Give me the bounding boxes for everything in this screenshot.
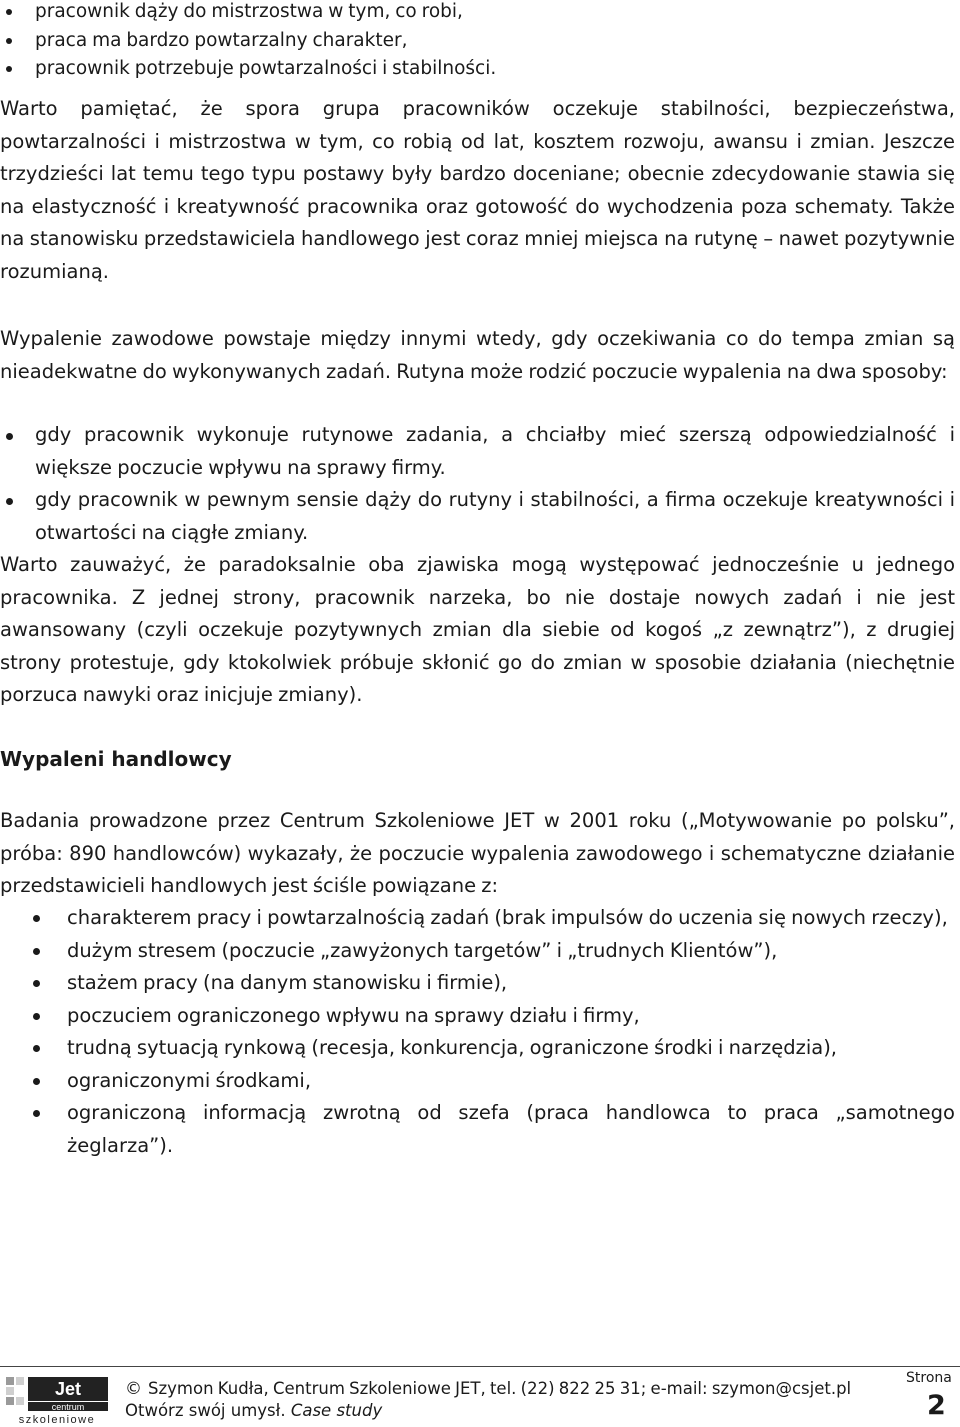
footer-divider (0, 1366, 960, 1367)
list-item: ograniczoną informacją zwrotną od szefa (praca handlowca to praca „samotnego żeglarza”). (0, 1097, 955, 1162)
intro-bullet-list (0, 0, 955, 84)
list-item: trudną sytuacją rynkową (recesja, konkurencja, ograniczone środki i narzędzia), (0, 1032, 955, 1065)
jet-centrum-logo (4, 1375, 110, 1425)
list-item: stażem pracy (na danym stanowisku i firmie), (0, 967, 955, 1000)
footer-tagline (125, 1400, 382, 1422)
list-item: poczuciem ograniczonego wpływu na sprawy działu i firmy, (0, 1000, 955, 1033)
copyright-symbol: © (125, 1379, 142, 1399)
list-item: praca ma bardzo powtarzalny charakter, (0, 27, 955, 56)
burnout-ways-list (0, 419, 955, 549)
section-heading: Wypaleni handlowcy (0, 747, 232, 771)
svg-text:centrum: centrum (51, 1402, 85, 1412)
svg-text:Jet: Jet (54, 1379, 82, 1399)
page-number: 2 (927, 1390, 946, 1421)
list-item: gdy pracownik w pewnym sensie dąży do rutyny i stabilności, a firma oczekuje kreatywności i otwartości na ciągłe zmiany. (0, 484, 955, 549)
paragraph-routine-expectations: Warto pamiętać, że spora grupa pracowników oczekuje stabilności, bezpieczeństwa, powtarzalności i mistrzostwa w tym, co robią od lat, kosztem rozwoju, awansu i zmian. Jeszcze trzydzieści lat temu tego typu postawy były bardzo doceniane; obecnie zdecydowanie stawia się na elastyczność i kreatywność pracownika oraz gotowość do wychodzenia poza schematy. Także na stanowisku przedstawiciela handlowego jest coraz mniej miejsca na rutynę – nawet pozytywnie rozumianą. (0, 97, 955, 283)
list-item: gdy pracownik wykonuje rutynowe zadania, a chciałby mieć szerszą odpowiedzialność i większe poczucie wpływu na sprawy firmy. (0, 419, 955, 484)
research-factors-list (0, 902, 955, 1162)
list-item: pracownik potrzebuje powtarzalności i stabilności. (0, 55, 955, 84)
contact-text: Szymon Kudła, Centrum Szkoleniowe JET, tel. (22) 822 25 31; e-mail: szymon@csjet.pl (148, 1379, 852, 1398)
paragraph-research: Badania prowadzone przez Centrum Szkoleniowe JET w 2001 roku („Motywowanie po polsku”, próba: 890 handlowców) wykazały, że poczucie wypalenia zawodowego i schematyczne działanie przedstawicieli handlowych jest ściśle powiązane z: (0, 809, 955, 897)
paragraph-paradox: Warto zauważyć, że paradoksalnie oba zjawiska mogą występować jednocześnie u jednego pracownika. Z jednej strony, pracownik narzeka, bo nie dostaje nowych zadań i nie jest awansowany (czyli oczekuje pozytywnych zmian dla siebie od kogoś „z zewnątrz”), z drugiej strony protestuje, gdy ktokolwiek próbuje skłonić go do zmian w sposobie działania (niechętnie porzuca nawyki oraz inicjuje zmiany). (0, 553, 955, 706)
svg-text:szkoleniowe: szkoleniowe (18, 1414, 96, 1425)
tagline-italic: Case study (290, 1401, 383, 1420)
list-item: charakterem pracy i powtarzalnością zadań (brak impulsów do uczenia się nowych rzeczy), (0, 902, 955, 935)
footer-contact (125, 1378, 851, 1400)
tagline-prefix: Otwórz swój umysł. (125, 1401, 286, 1420)
list-item: pracownik dąży do mistrzostwa w tym, co robi, (0, 0, 955, 27)
list-item: ograniczonymi środkami, (0, 1065, 955, 1098)
list-item: dużym stresem (poczucie „zawyżonych targetów” i „trudnych Klientów”), (0, 935, 955, 968)
page-label: Strona (906, 1370, 952, 1386)
paragraph-burnout-causes: Wypalenie zawodowe powstaje między innymi wtedy, gdy oczekiwania co do tempa zmian są nieadekwatne do wykonywanych zadań. Rutyna może rodzić poczucie wypalenia na dwa sposoby: (0, 327, 955, 383)
